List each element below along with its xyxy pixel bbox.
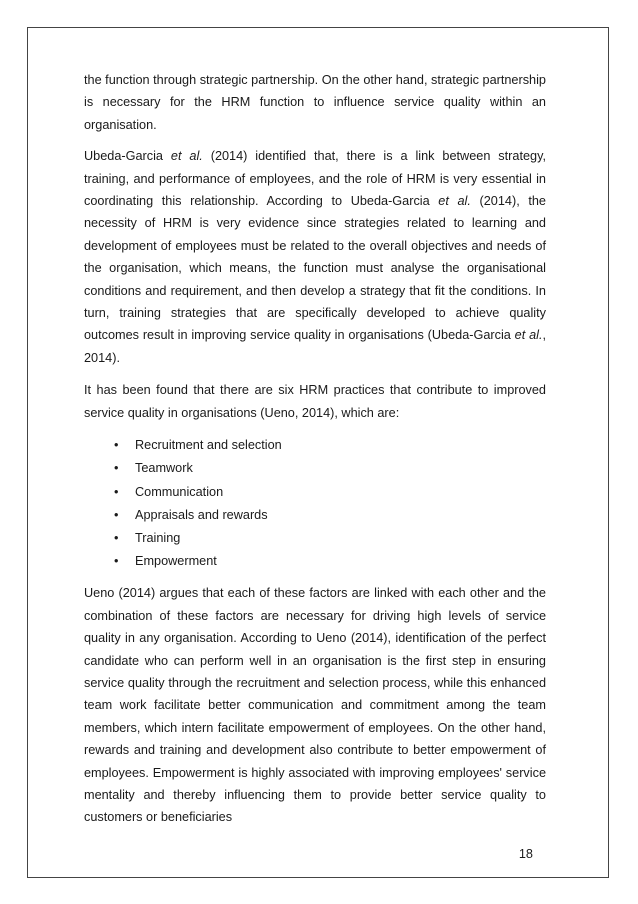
list-item-label: Communication: [135, 484, 224, 499]
list-item: [84, 527, 546, 550]
list-item: [84, 504, 546, 527]
list-item-label: Recruitment and selection: [135, 438, 282, 453]
paragraph-1: the function through strategic partnership. On the other hand, strategic partnership is necessary for the HRM function to influence service quality within an organisation.: [84, 73, 546, 132]
et-al-italic-3: et al.: [514, 328, 543, 343]
paragraph-2: [84, 145, 546, 369]
bullet-icon: •: [114, 507, 119, 522]
paragraph-2-text-d: , 2014).: [84, 328, 546, 365]
bullet-icon: •: [114, 484, 119, 499]
list-item: [84, 457, 546, 480]
paragraph-2-text-a: Ubeda-Garcia: [84, 149, 171, 164]
paragraph-4: Ueno (2014) argues that each of these factors are linked with each other and the combination of these factors are necessary for driving high levels of service quality in any organisation. According to Ueno (2014), identification of the perfect candidate who can perform well in an organisation is the first step in ensuring service quality through the recruitment and selection process, while this enhanced team work facilitate better communication and commitment among the team members, which intern facilitate empowerment of employees. On the other hand, rewards and training and development also contribute to better empowerment of employees. Empowerment is highly associated with improving employees' service mentality and thereby influencing them to provide better service quality to customers or beneficiaries: [84, 586, 546, 825]
bullet-icon: •: [114, 438, 119, 453]
list-item: [84, 481, 546, 504]
paragraph-3: It has been found that there are six HRM practices that contribute to improved service quality in organisations (Ueno, 2014), which are:: [84, 383, 546, 420]
list-item-label: Training: [135, 530, 181, 545]
et-al-italic-1: et al.: [170, 149, 203, 164]
list-item: [84, 550, 546, 573]
list-item-label: Empowerment: [135, 554, 217, 569]
list-item: [84, 434, 546, 457]
document-body: [84, 69, 546, 839]
bullet-icon: •: [114, 461, 119, 476]
paragraph-2-text-c: (2014), the necessity of HRM is very evidence since strategies related to learning and development of employees must be related to the overall objectives and needs of the organisation, which means, the function must analyse the organisational conditions and requirement, and then develop a strategy that fit the conditions. In turn, training strategies that are specifically developed to achieve quality outcomes result in improving service quality in organisations (Ubeda-Garcia: [84, 194, 546, 343]
et-al-italic-2: et al.: [438, 194, 471, 209]
hrm-practices-list: [84, 434, 546, 573]
bullet-icon: •: [114, 554, 119, 569]
bullet-icon: •: [114, 530, 119, 545]
page-number: 18: [518, 847, 533, 861]
list-item-label: Appraisals and rewards: [135, 507, 268, 522]
paragraph-2-text-b: (2014) identified that, there is a link between strategy, training, and performance of employees, and the role of HRM is very essential in coordinating this relationship. According to Ubeda-Garcia: [84, 149, 547, 209]
list-item-label: Teamwork: [135, 461, 193, 476]
